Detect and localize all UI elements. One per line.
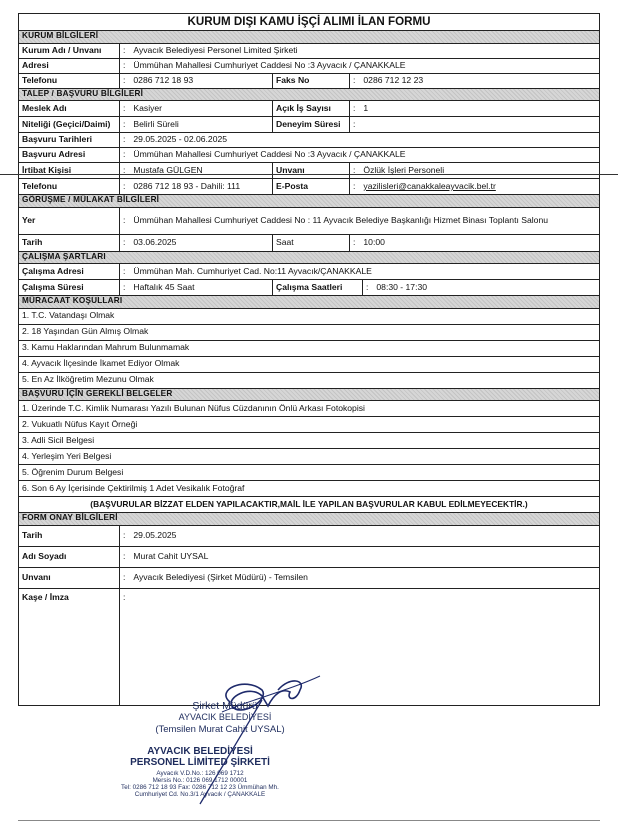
value: : [119,589,599,705]
section-kurum: KURUM BİLGİLERİ [19,31,599,44]
row-calisma-adresi [19,264,599,280]
label: Unvanı [272,163,349,178]
list-item-text: 5. En Az İlköğretim Mezunu Olmak [22,374,154,385]
label: Saat [272,235,349,251]
strike-line [0,174,618,175]
value: : Özlük İşleri Personeli [349,163,599,178]
section-belgeler: BAŞVURU İÇİN GEREKLİ BELGELER [19,389,599,402]
value: : Kasiyer [119,101,272,116]
value: : 08:30 - 17:30 [362,280,599,295]
label: Açık İş Sayısı [272,101,349,116]
stamp-line: Cumhuriyet Cd. No.3/1 Ayvacık / ÇANAKKALE [134,791,266,798]
list-item-text: 3. Adli Sicil Belgesi [22,434,95,445]
label: Tarih [22,529,43,540]
value: : yazilisleri@canakkaleayvacik.bel.tr [349,179,599,194]
stamp-line: AYVACIK BELEDİYESİ [147,746,253,757]
value: : 03.06.2025 [119,235,272,251]
value: : 0286 712 18 93 [119,74,272,88]
value: : Ümmühan Mahallesi Cumhuriyet Caddesi No : 11 Ayvacık Belediye Başkanlığı Hizmet Binası Toplantı Salonu [119,208,599,234]
value: : Ümmühan Mahallesi Cumhuriyet Caddesi No :3 Ayvacık / ÇANAKKALE [119,148,599,162]
list-item-text: 3. Kamu Haklarından Mahrum Bulunmamak [22,342,190,353]
section-talep: TALEP / BAŞVURU BİLGİLERİ [19,89,599,102]
label: Niteliği (Geçici/Daimi) [22,118,111,129]
label: Başvuru Adresi [22,149,86,160]
list-item-text: 4. Ayvacık İlçesinde İkamet Ediyor Olmak [22,358,180,369]
value: : Haftalık 45 Saat [119,280,272,295]
row-onay-unvan [19,568,599,589]
label: Unvanı [22,571,51,582]
label: Telefonu [22,74,58,85]
label: Adı Soyadı [22,550,67,561]
list-item-text: 6. Son 6 Ay İçerisinde Çektirilmiş 1 Adet Vesikalık Fotoğraf [22,482,245,493]
row-kase-imza [19,589,599,705]
list-item [19,373,599,389]
value: : 1 [349,101,599,116]
value: : Ayvacık Belediyesi (Şirket Müdürü) - Temsilen [119,568,599,588]
list-item-text: 2. 18 Yaşından Gün Almış Olmak [22,326,149,337]
label: Kaşe / İmza [22,591,69,602]
row-talep-telefon [19,179,599,195]
list-item [19,325,599,341]
stamp-line: PERSONEL LİMİTED ŞİRKETİ [130,757,270,768]
list-item-text: 2. Vukuatlı Nüfus Kayıt Örneği [22,418,138,429]
section-calisma: ÇALIŞMA ŞARTLARI [19,252,599,265]
stamp-line: Ayvacık V.D.No.: 126 069 1712 [156,770,244,777]
list-item-text: 1. Üzerinde T.C. Kimlik Numarası Yazılı Bulunan Nüfus Cüzdanının Önlü Arkası Fotokopisi [22,402,365,413]
section-gorusme: GÖRÜŞME / MÜLAKAT BİLGİLERİ [19,195,599,208]
value: : Ümmühan Mah. Cumhuriyet Cad. No:11 Ayvacık/ÇANAKKALE [119,264,599,279]
label: Yer [22,214,36,225]
section-muracaat: MÜRACAAT KOŞULLARI [19,296,599,309]
list-item [19,309,599,325]
row-kurum-adres [19,59,599,74]
list-item [19,433,599,449]
list-item [19,449,599,465]
row-calisma-suresi [19,280,599,296]
row-meslek [19,101,599,117]
list-item [19,465,599,481]
label: İrtibat Kişisi [22,164,72,175]
label: Faks No [272,74,349,88]
stamp-line: Tel: 0286 712 18 93 Fax: 0286 712 12 23 Ümmühan Mh. [121,784,279,791]
list-item-text: 4. Yerleşim Yeri Belgesi [22,450,112,461]
label: Çalışma Saatleri [272,280,362,295]
stamp-line: Mersis No.: 0126 069 1712 00001 [152,777,248,784]
list-item [19,357,599,373]
list-item-text: 1. T.C. Vatandaşı Olmak [22,310,115,321]
row-basvuru-tarihleri [19,133,599,148]
form-title: KURUM DIŞI KAMU İŞÇİ ALIMI İLAN FORMU [19,14,599,31]
row-nitelik [19,117,599,133]
value: : Murat Cahit UYSAL [119,547,599,567]
email-link[interactable]: yazilisleri@canakkaleayvacik.bel.tr [363,180,496,191]
label: Çalışma Süresi [22,281,84,292]
value: : Mustafa GÜLGEN [119,163,272,178]
list-item [19,401,599,417]
row-basvuru-adresi [19,148,599,163]
value: : [349,117,599,132]
label: Telefonu [22,180,58,191]
label: Adresi [22,59,49,70]
footer-divider [18,820,600,821]
value: : 0286 712 12 23 [349,74,599,88]
section-onay: FORM ONAY BİLGİLERİ [19,513,599,526]
value: : 29.05.2025 [119,526,599,546]
row-gorusme-tarih [19,235,599,252]
list-item [19,417,599,433]
value: : Ayvacık Belediyesi Personel Limited Şirketi [119,44,599,58]
value: : Belirli Süreli [119,117,272,132]
value: : 0286 712 18 93 - Dahili: 111 [119,179,272,194]
label: Deneyim Süresi [272,117,349,132]
ilan-form [18,13,600,706]
belgeler-note-row [19,497,599,513]
value: : 10:00 [349,235,599,251]
label: Kurum Adı / Unvanı [22,44,102,55]
row-irtibat [19,163,599,179]
list-item [19,481,599,497]
stamp-line: (Temsilen Murat Cahit UYSAL) [155,724,285,735]
value: : Ümmühan Mahallesi Cumhuriyet Caddesi No :3 Ayvacık / ÇANAKKALE [119,59,599,73]
label: Tarih [22,236,43,247]
label: Başvuru Tarihleri [22,134,93,145]
belgeler-note: (BAŞVURULAR BİZZAT ELDEN YAPILACAKTIR,MAİL İLE YAPILAN BAŞVURULAR KABUL EDİLMEYECEKTİR.) [90,499,528,510]
list-item [19,341,599,357]
label: Çalışma Adresi [22,265,84,276]
label: Meslek Adı [22,102,67,113]
row-onay-tarih [19,526,599,547]
row-kurum-adi [19,44,599,59]
row-yer [19,208,599,235]
stamp-line: Şirket Müdürü [192,700,258,712]
list-item-text: 5. Öğrenim Durum Belgesi [22,466,124,477]
value: : 29.05.2025 - 02.06.2025 [119,133,599,147]
row-onay-ad [19,547,599,568]
row-kurum-telefon [19,74,599,89]
label: E-Posta [272,179,349,194]
stamp-line: AYVACIK BELEDİYESİ [178,712,272,722]
